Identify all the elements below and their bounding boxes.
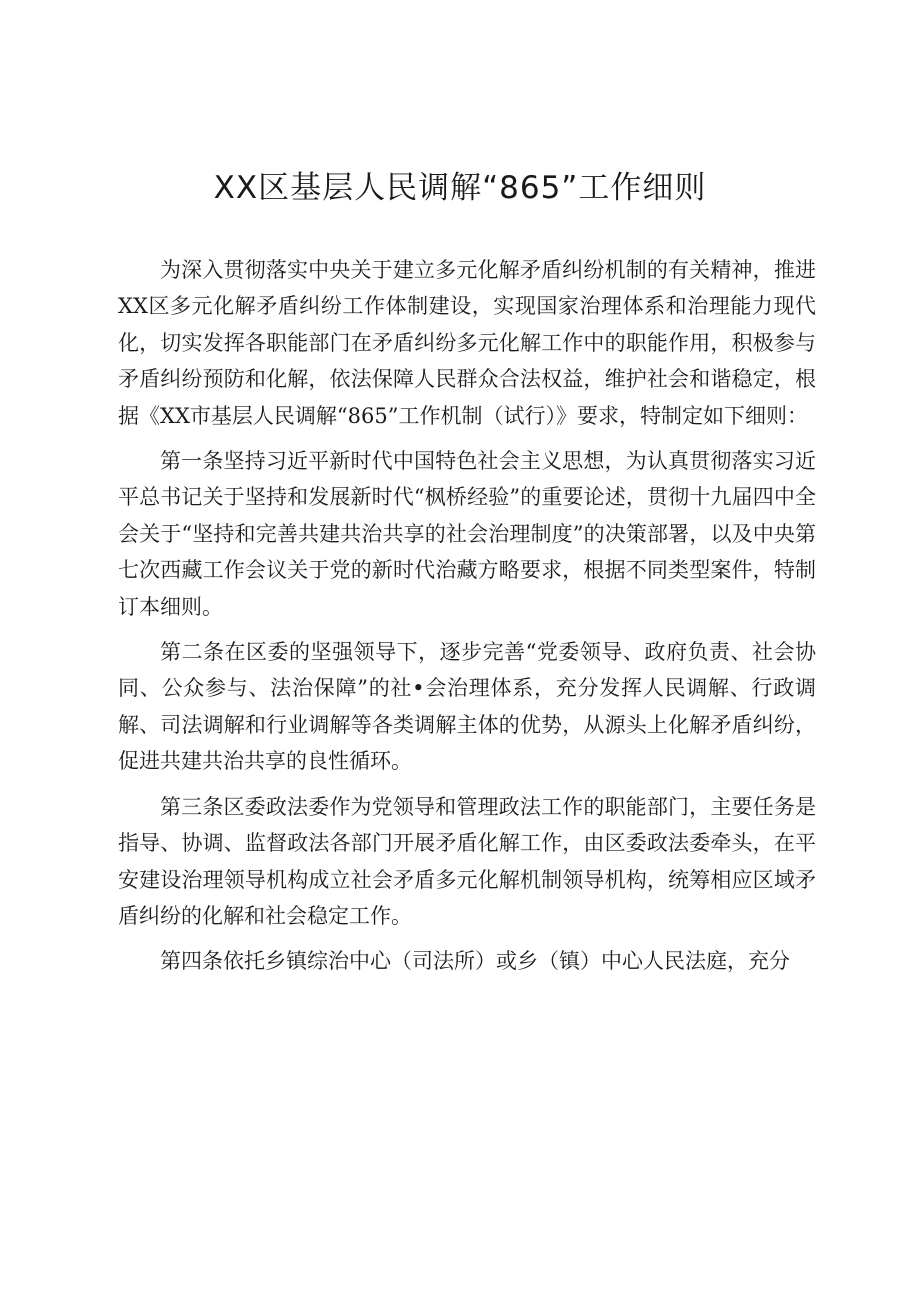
article-4-paragraph: 第四条依托乡镇综治中心（司法所）或乡（镇）中心人民法庭，充分	[160, 949, 790, 974]
intro-paragraph: 为深入贯彻落实中央关于建立多元化解矛盾纠纷机制的有关精神，推进XX区多元化解矛盾纠纷工作体制建设，实现国家治理体系和治理能力现代化，切实发挥各职能部门在矛盾纠纷多元化解工作中的职能作用，积极参与矛盾纠纷预防和化解，依法保障人民群众合法权益，维护社会和谐稳定，根据《XX市基层人民调解“865”工作机制（试行）》要求，特制定如下细则：	[118, 258, 816, 428]
document-title: XX区基层人民调解“865”工作细则	[213, 170, 707, 206]
article-3-paragraph: 第三条区委政法委作为党领导和管理政法工作的职能部门，主要任务是指导、协调、监督政法各部门开展矛盾化解工作，由区委政法委牵头，在平安建设治理领导机构成立社会矛盾多元化解机制领导机构，统筹相应区域矛盾纠纷的化解和社会稳定工作。	[118, 794, 816, 928]
article-1-paragraph: 第一条坚持习近平新时代中国特色社会主义思想，为认真贯彻落实习近平总书记关于坚持和发展新时代“枫桥经验”的重要论述，贯彻十九届四中全会关于“坚持和完善共建共治共享的社会治理制度”的决策部署，以及中央第七次西藏工作会议关于党的新时代治藏方略要求，根据不同类型案件，特制订本细则。	[118, 449, 816, 619]
article-2-paragraph: 第二条在区委的坚强领导下，逐步完善“党委领导、政府负责、社会协同、公众参与、法治保障”的社•会治理体系，充分发挥人民调解、行政调解、司法调解和行业调解等各类调解主体的优势，从源头上化解矛盾纠纷，促进共建共治共享的良性循环。	[118, 640, 816, 774]
document-body	[118, 252, 816, 989]
